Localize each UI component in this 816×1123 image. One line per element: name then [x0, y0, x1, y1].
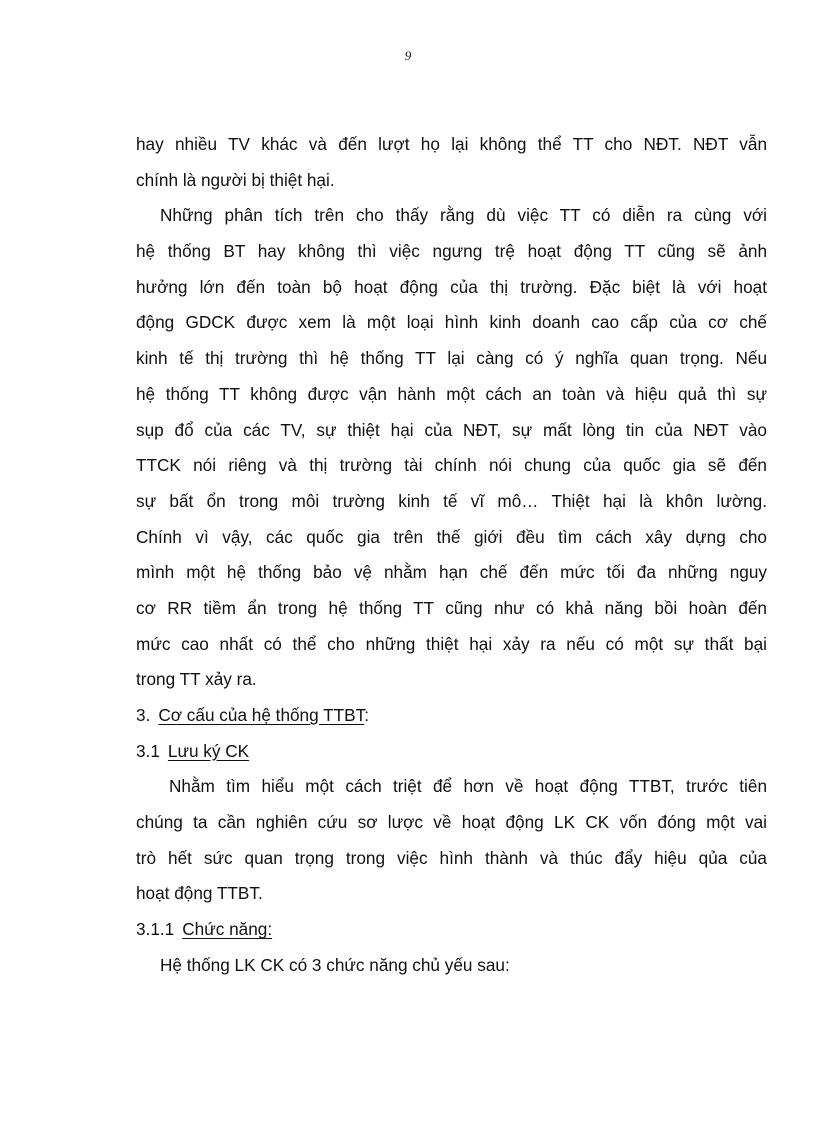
text-line: cơ RR tiềm ẩn trong hệ thống TT cũng như có khả năng bồi hoàn đến [136, 597, 767, 618]
text-line: chính là người bị thiệt hại. [136, 169, 335, 190]
section-title: Lưu ký CK [167, 740, 250, 761]
text-line: TTCK nói riêng và thị trường tài chính nói chung của quốc gia sẽ đến [136, 455, 767, 476]
text-line: sụp đổ của các TV, sự thiệt hại của NĐT, sự mất lòng tin của NĐT vào [136, 419, 767, 440]
paragraph-intro-lk [136, 769, 767, 912]
paragraph-functions [136, 948, 767, 984]
section-number: 3.1.1 [136, 919, 175, 940]
section-heading-3 [136, 698, 767, 734]
section-number: 3. [136, 705, 151, 725]
text-line: hưởng lớn đến toàn bộ hoạt động của thị trường. Đặc biệt là với hoạt [136, 276, 767, 297]
section-heading-3-1-1 [136, 912, 767, 948]
text-line: hệ thống TT không được vận hành một cách an toàn và hiệu quả thì sự [136, 383, 767, 404]
text-line: chúng ta cần nghiên cứu sơ lược về hoạt động LK CK vốn đóng một vai [136, 812, 767, 833]
page-number: 9 [404, 48, 412, 63]
text-line: trò hết sức quan trọng trong việc hình thành và thúc đẩy hiệu qủa của [136, 847, 767, 868]
section-heading-3-1 [136, 734, 767, 770]
document-body [136, 127, 767, 984]
section-number: 3.1 [136, 740, 160, 761]
text-line: hay nhiều TV khác và đến lượt họ lại không thể TT cho NĐT. NĐT vẫn [136, 134, 767, 154]
text-line: Chính vì vậy, các quốc gia trên thế giới đều tìm cách xây dựng cho [136, 526, 767, 547]
text-line: trong TT xảy ra. [136, 669, 257, 690]
text-line: Nhằm tìm hiểu một cách triệt để hơn về hoạt động TTBT, trước tiên [169, 776, 767, 797]
section-title: Chức năng: [182, 919, 273, 940]
text-line: mức cao nhất có thể cho những thiệt hại xảy ra nếu có một sự thất bại [136, 633, 767, 654]
section-title: Cơ cấu của hệ thống TTBT [158, 705, 365, 725]
paragraph-continuation [136, 127, 767, 198]
section-title-suffix: : [364, 705, 369, 725]
text-line: hệ thống BT hay không thì việc ngưng trệ hoạt động TT cũng sẽ ảnh [136, 241, 767, 262]
text-line: Những phân tích trên cho thấy rằng dù việc TT có diễn ra cùng với [160, 205, 767, 226]
text-line: kinh tế thị trường thì hệ thống TT lại càng có ý nghĩa quan trọng. Nếu [136, 348, 767, 369]
text-line: hoạt động TTBT. [136, 883, 263, 904]
text-line: Hệ thống LK CK có 3 chức năng chủ yếu sau: [160, 954, 510, 975]
paragraph-analysis [136, 198, 767, 698]
text-line: mình một hệ thống bảo vệ nhằm hạn chế đến mức tối đa những nguy [136, 562, 767, 583]
text-line: động GDCK được xem là một loại hình kinh doanh cao cấp của cơ chế [136, 312, 767, 333]
text-line: sự bất ổn trong môi trường kinh tế vĩ mô… Thiệt hại là khôn lường. [136, 490, 767, 511]
